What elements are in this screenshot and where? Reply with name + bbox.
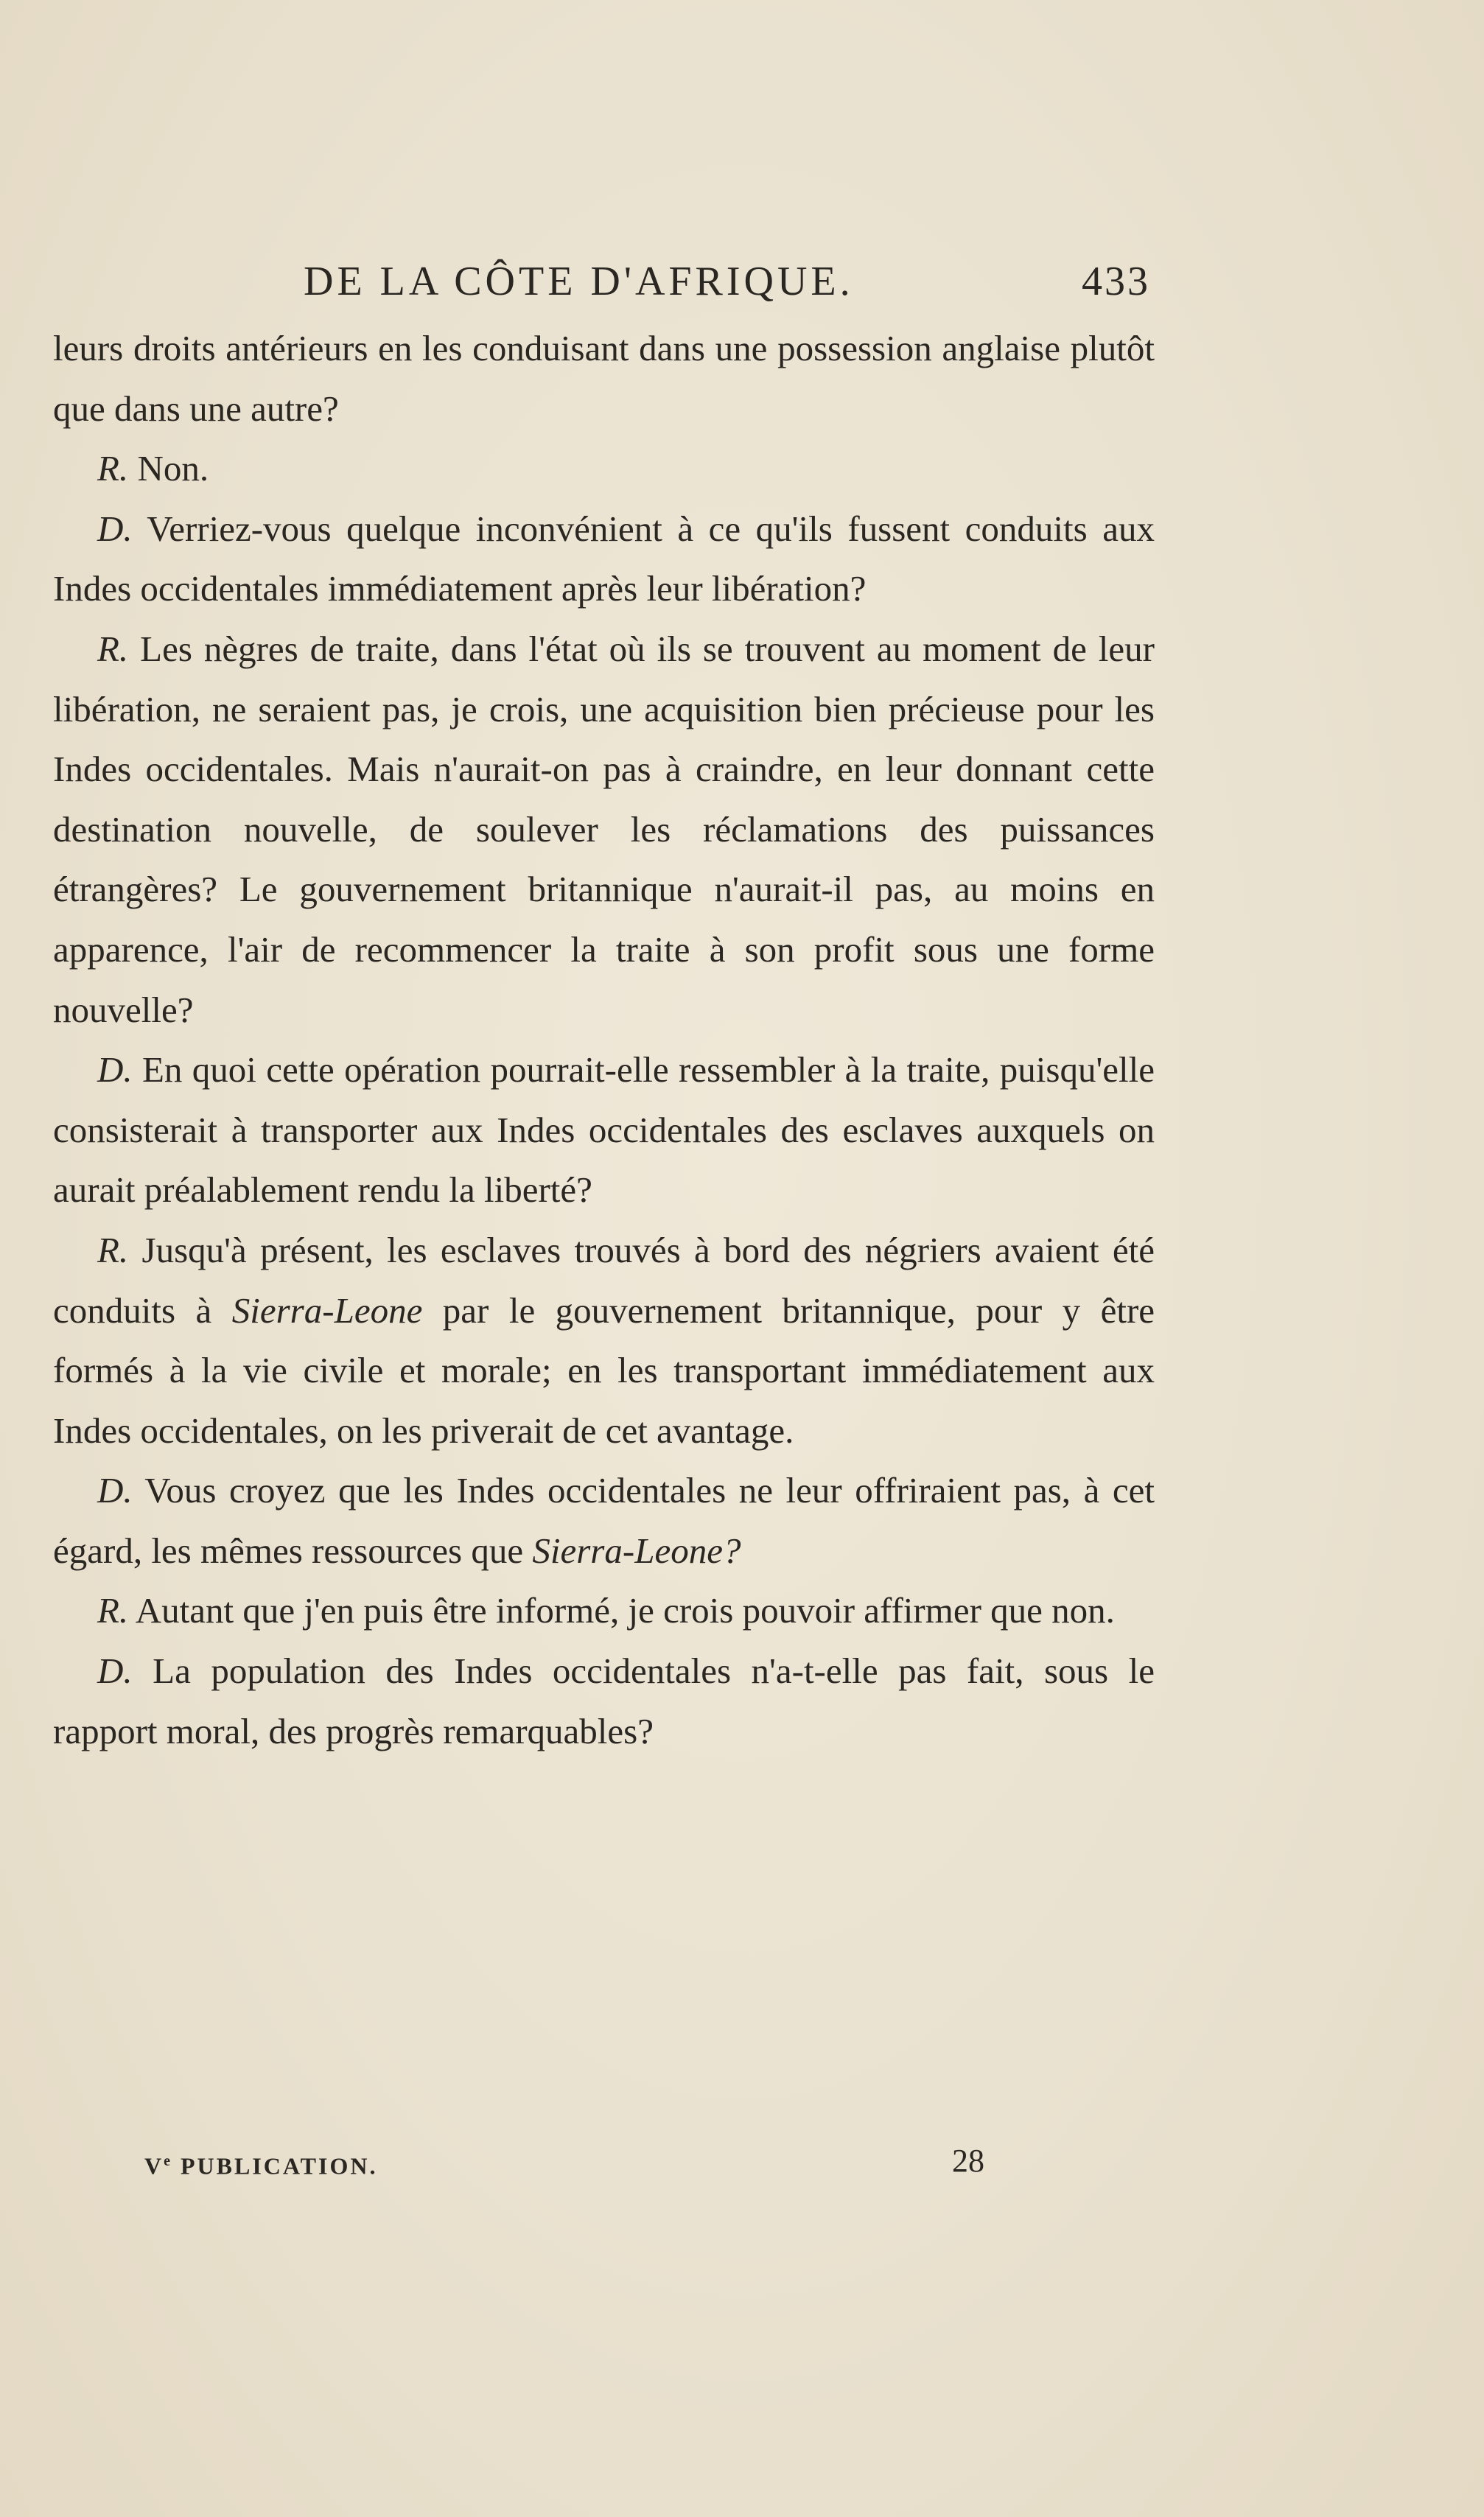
speaker-label: R. — [97, 628, 129, 669]
speaker-label: R. — [97, 1590, 129, 1631]
sheet-number: 28 — [952, 2143, 984, 2179]
body-text — [53, 318, 1155, 1761]
paragraph-text: En quoi cette opération pourrait-elle ressembler à la traite, puisqu'elle consisterait à transporter aux Indes occidentales des esclaves auxquels on aurait préalablement rendu la liberté? — [53, 1049, 1155, 1211]
paragraph-text: leurs droits antérieurs en les conduisant dans une possession anglaise plutôt que dans une autre? — [53, 328, 1155, 429]
paragraph-text: Non. — [128, 448, 209, 489]
speaker-label: R. — [97, 448, 129, 489]
paragraph — [53, 438, 1155, 499]
signature-sup: e — [164, 2153, 172, 2169]
paragraph-text: Les nègres de traite, dans l'état où ils se trouvent au moment de leur libération, ne seraient pas, je crois, une acquisition bien précieuse pour les Indes occidentales. Mais n'aurait-on pas à craindre, en leur donnant cette destination nouvelle, de soulever les réclamations des puissances étrangères? Le gouvernement britannique n'aurait-il pas, au moins en apparence, l'air de recommencer la traite à son profit sous une forme nouvelle? — [53, 628, 1155, 1030]
paragraph — [53, 619, 1155, 1040]
italic-text: Sierra-Leone? — [532, 1530, 741, 1571]
speaker-label: D. — [97, 508, 133, 549]
speaker-label: D. — [97, 1470, 133, 1511]
paragraph-text: Autant que j'en puis être informé, je crois pouvoir affirmer que non. — [128, 1590, 1115, 1631]
paragraph-text: Jusqu'à présent, les esclaves trouvés à bord des négriers avaient été conduits à — [53, 1229, 1155, 1331]
paragraph — [53, 499, 1155, 619]
page-footer — [0, 2135, 1484, 2187]
paragraph-text: par le gouvernement britannique, pour y être formés à la vie civile et morale; en les transportant immédiatement aux Indes occidentales, on les priverait de cet avantage. — [53, 1289, 1155, 1451]
printer-signature — [144, 2135, 377, 2192]
paragraph — [53, 1460, 1155, 1580]
running-head — [0, 252, 1484, 311]
paragraph — [53, 1641, 1155, 1761]
paragraph-text: Verriez-vous quelque inconvénient à ce qu'ils fussent conduits aux Indes occidentales immédiatement après leur libération? — [53, 508, 1155, 609]
page-number: 433 — [1082, 259, 1150, 304]
paragraph — [53, 1220, 1155, 1460]
signature-prefix: V — [144, 2152, 164, 2180]
paragraph-text: Vous croyez que les Indes occidentales ne leur offriraient pas, à cet égard, les mêmes ressources que — [53, 1470, 1155, 1571]
speaker-label: D. — [97, 1049, 133, 1091]
speaker-label: D. — [97, 1650, 133, 1692]
paragraph — [53, 1040, 1155, 1220]
speaker-label: R. — [97, 1229, 129, 1270]
paragraph-text: La population des Indes occidentales n'a-t-elle pas fait, sous le rapport moral, des progrès remarquables? — [53, 1650, 1155, 1751]
paragraph — [53, 1580, 1155, 1641]
paragraph — [53, 318, 1155, 438]
signature-text: PUBLICATION. — [172, 2152, 378, 2180]
italic-text: Sierra-Leone — [231, 1289, 423, 1331]
running-title: DE LA CÔTE D'AFRIQUE. — [304, 259, 854, 304]
